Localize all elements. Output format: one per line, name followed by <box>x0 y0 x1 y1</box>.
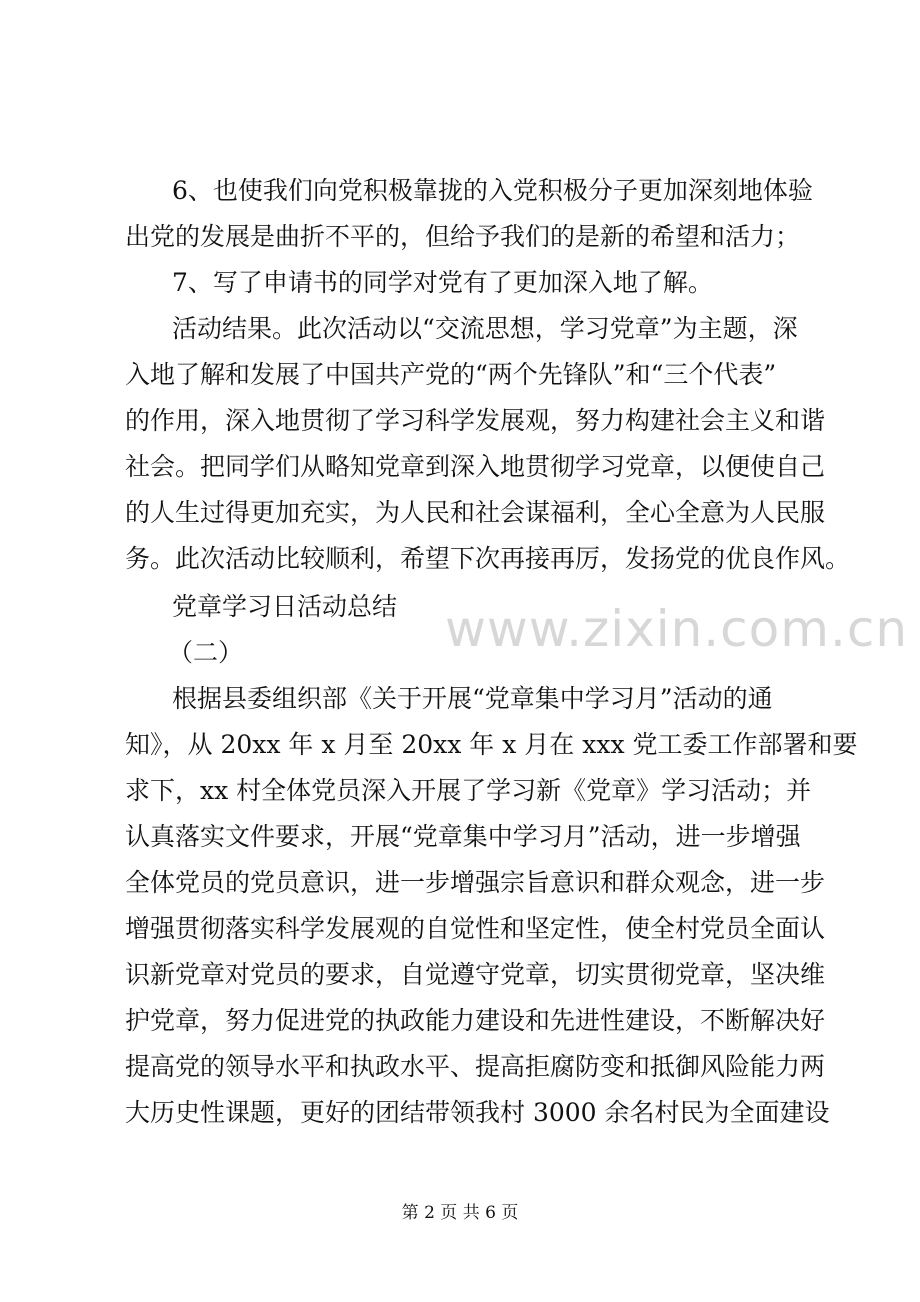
text-line: 社会。把同学们从略知党章到深入地贯彻学习党章，以便使自己 <box>125 452 826 481</box>
text-line: 全体党员的党员意识，进一步增强宗旨意识和群众观念，进一步 <box>125 868 826 897</box>
text-line: 大历史性课题，更好的团结带领我村 3000 余名村民为全面建设 <box>125 1098 830 1127</box>
text-line: 活动结果。此次活动以“交流思想，学习党章”为主题，深 <box>172 314 798 343</box>
text-line: 护党章，努力促进党的执政能力建设和先进性建设，不断解决好 <box>125 1006 826 1035</box>
watermark: www.zixin.com.cn <box>445 600 909 658</box>
section-number: （二） <box>168 638 244 667</box>
text-line: 知》，从 20xx 年 x 月至 20xx 年 x 月在 xxx 党工委工作部署和要 <box>125 730 858 759</box>
text-line: 提高党的领导水平和执政水平、提高拒腐防变和抵御风险能力两 <box>125 1052 826 1081</box>
text-line: 的作用，深入地贯彻了学习科学发展观，努力构建社会主义和谐 <box>125 406 826 435</box>
page-footer: 第 2 页 共 6 页 <box>401 1203 519 1223</box>
text-line: 6、也使我们向党积极靠拢的入党积极分子更加深刻地体验 <box>172 176 813 205</box>
text-line: 根据县委组织部《关于开展“党章集中学习月”活动的通 <box>172 684 773 713</box>
text-line: 出党的发展是曲折不平的，但给予我们的是新的希望和活力； <box>125 222 801 251</box>
text-line: 入地了解和发展了中国共产党的“两个先锋队”和“三个代表” <box>125 360 777 389</box>
text-line: 增强贯彻落实科学发展观的自觉性和坚定性，使全村党员全面认 <box>125 914 826 943</box>
text-line: 求下，xx 村全体党员深入开展了学习新《党章》学习活动；并 <box>125 776 812 805</box>
text-line: 的人生过得更加充实，为人民和社会谋福利，全心全意为人民服 <box>125 498 826 527</box>
text-line: 务。此次活动比较顺利，希望下次再接再厉，发扬党的优良作风。 <box>125 544 851 573</box>
section-title: 党章学习日活动总结 <box>172 592 398 621</box>
text-line: 识新党章对党员的要求，自觉遵守党章，切实贯彻党章，坚决维 <box>125 960 826 989</box>
text-line: 认真落实文件要求，开展“党章集中学习月”活动，进一步增强 <box>125 822 801 851</box>
text-line: 7、写了申请书的同学对党有了更加深入地了解。 <box>172 268 713 297</box>
